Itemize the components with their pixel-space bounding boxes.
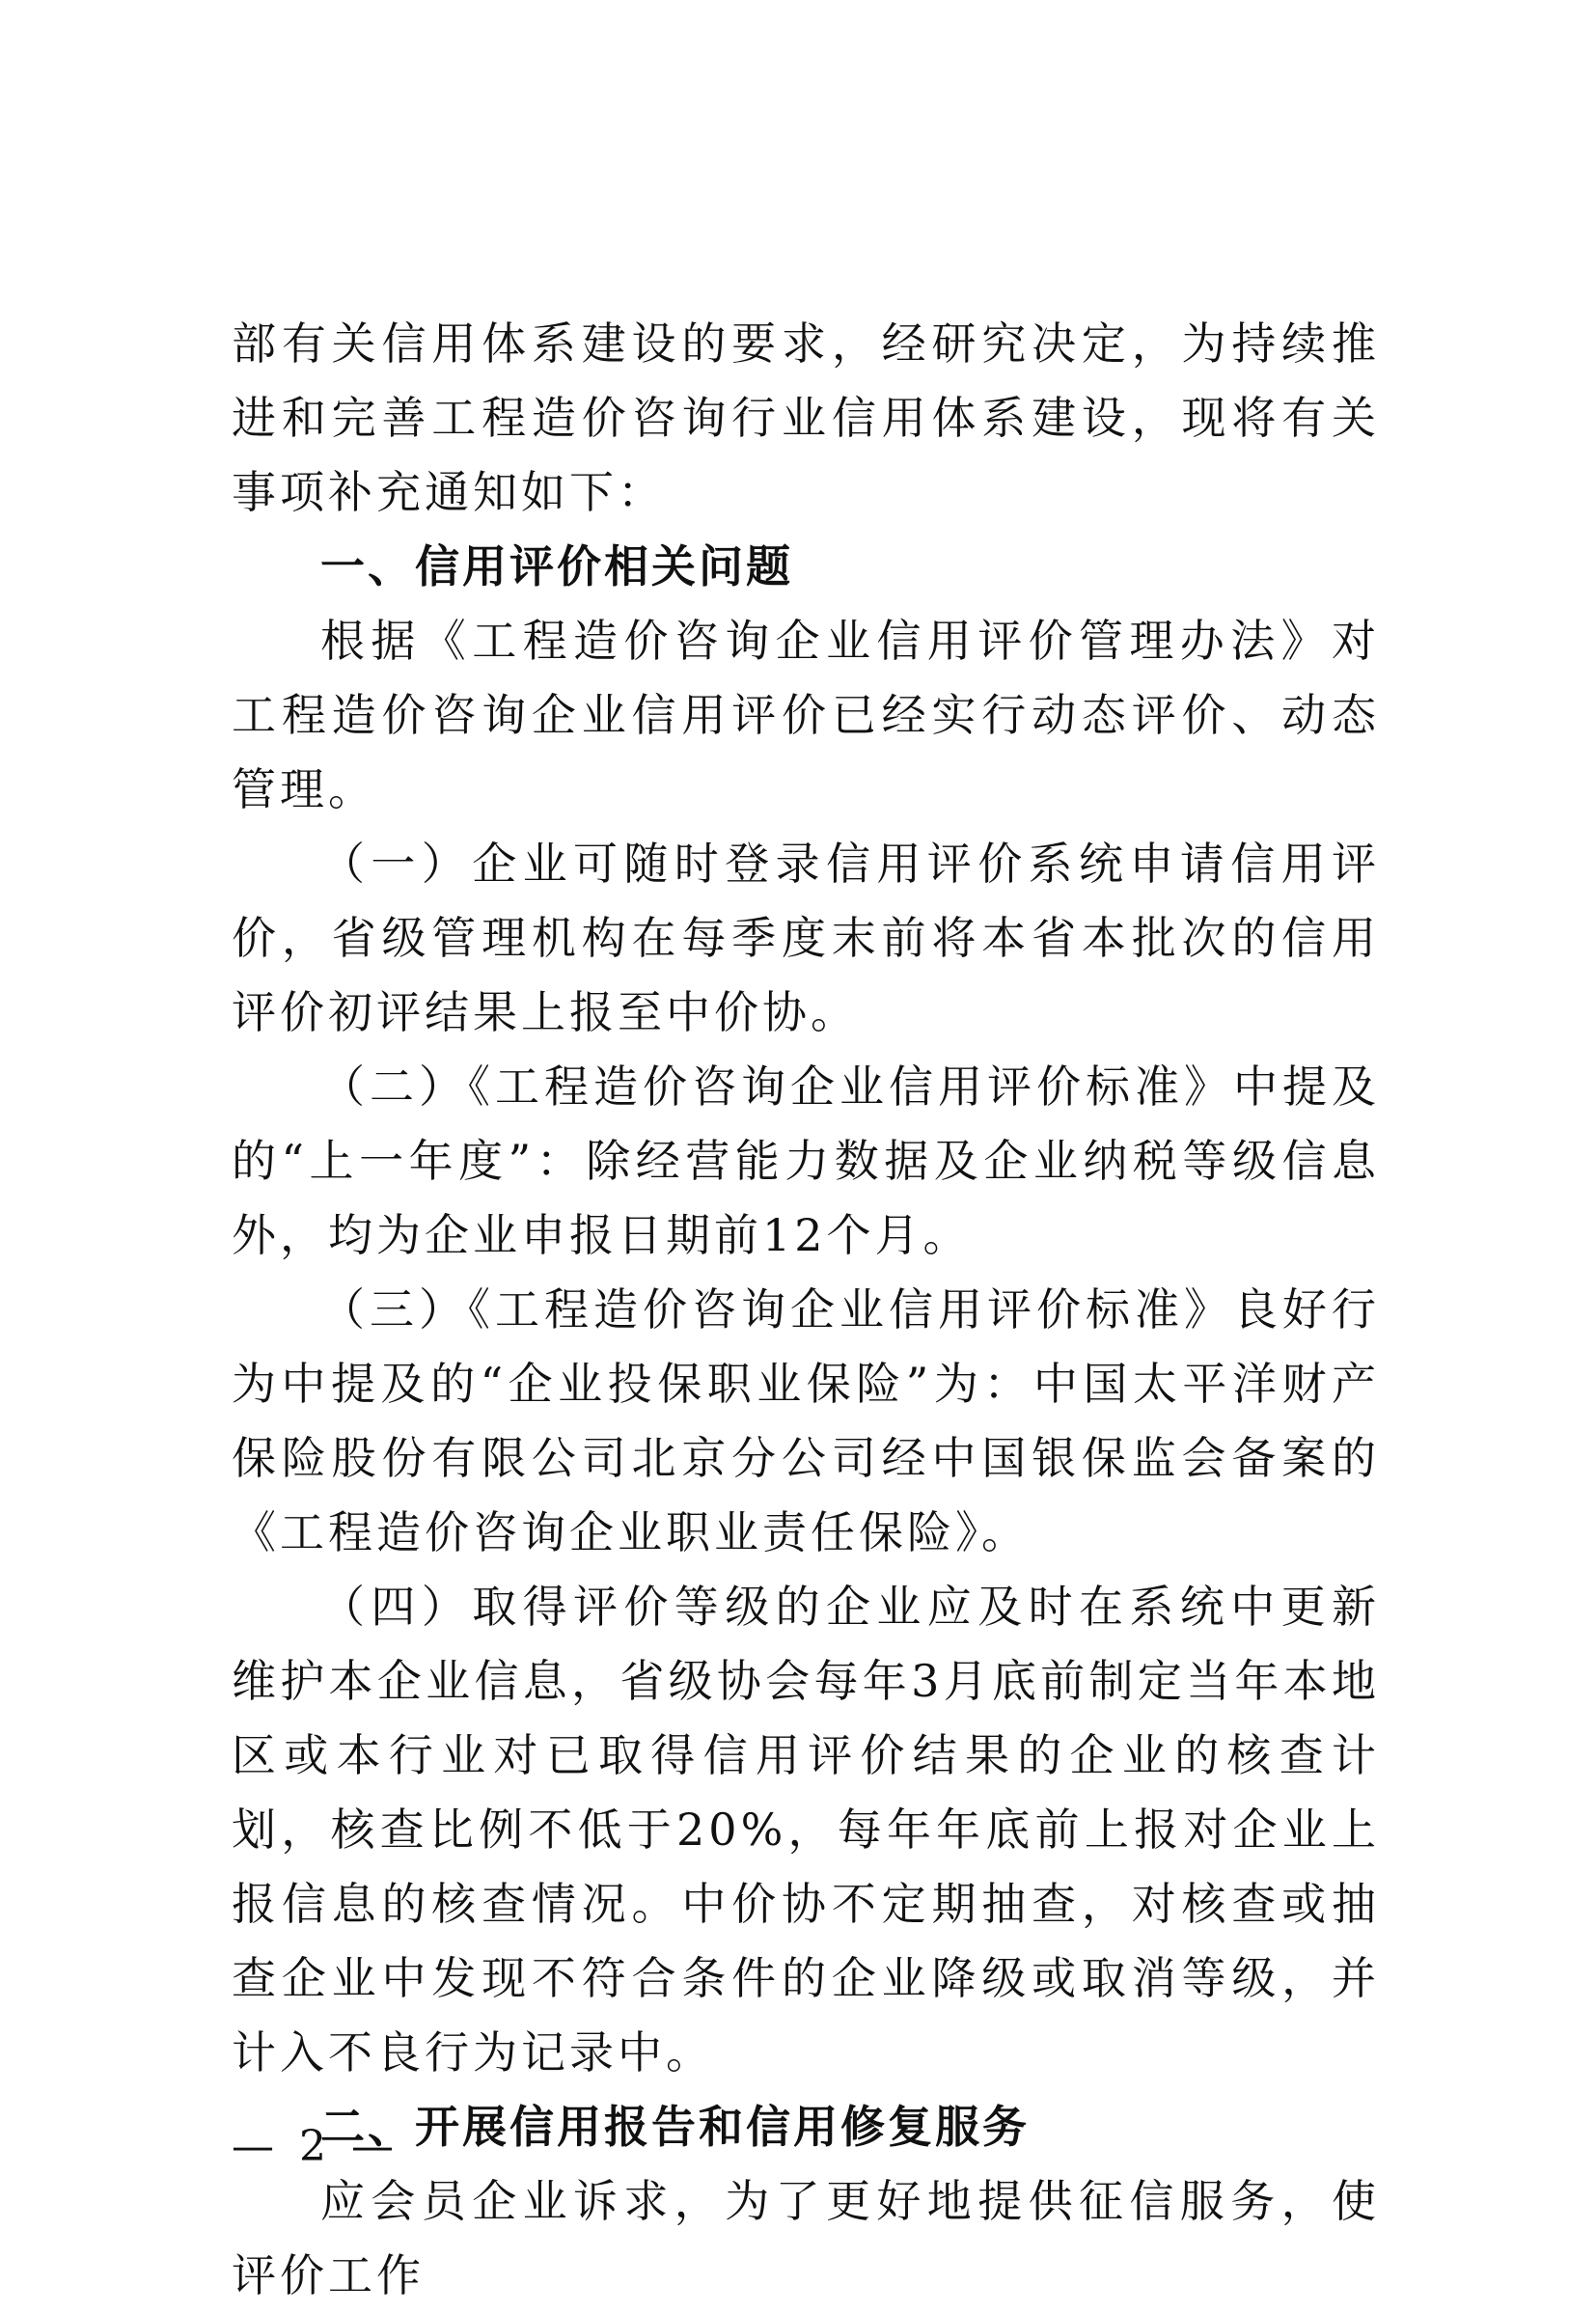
paragraph-credit-report-intro: 应会员企业诉求，为了更好地提供征信服务，使评价工作: [232, 2175, 1380, 2301]
page-number: — 2 —: [232, 2122, 399, 2171]
paragraph-item-3: （三）《工程造价咨询企业信用评价标准》良好行为中提及的“企业投保职业保险”为：中国太平洋财产保险股份有限公司北京分公司经中国银保监会备案的《工程造价咨询企业职业责任保险》。: [232, 1283, 1380, 1558]
section-heading-2: 二、开展信用报告和信用修复服务: [320, 2101, 1030, 2153]
document-body: [232, 307, 1380, 2313]
paragraph-credit-evaluation-intro: 根据《工程造价咨询企业信用评价管理办法》对工程造价咨询企业信用评价已经实行动态评价、动态管理。: [232, 615, 1380, 815]
continuation-paragraph: 部有关信用体系建设的要求，经研究决定，为持续推进和完善工程造价咨询行业信用体系建设，现将有关事项补充通知如下：: [232, 317, 1380, 518]
paragraph-item-4: （四）取得评价等级的企业应及时在系统中更新维护本企业信息，省级协会每年3月底前制定当年本地区或本行业对已取得信用评价结果的企业的核查计划，核查比例不低于20%，每年年底前上报对企业上报信息的核查情况。中价协不定期抽查，对核查或抽查企业中发现不符合条件的企业降级或取消等级，并计入不良行为记录中。: [232, 1581, 1380, 2079]
section-heading-1: 一、信用评价相关问题: [320, 540, 793, 592]
paragraph-item-2: （二）《工程造价咨询企业信用评价标准》中提及的“上一年度”：除经营能力数据及企业纳税等级信息外，均为企业申报日期前12个月。: [232, 1060, 1380, 1261]
paragraph-item-1: （一）企业可随时登录信用评价系统申请信用评价，省级管理机构在每季度末前将本省本批次的信用评价初评结果上报至中价协。: [232, 838, 1380, 1038]
